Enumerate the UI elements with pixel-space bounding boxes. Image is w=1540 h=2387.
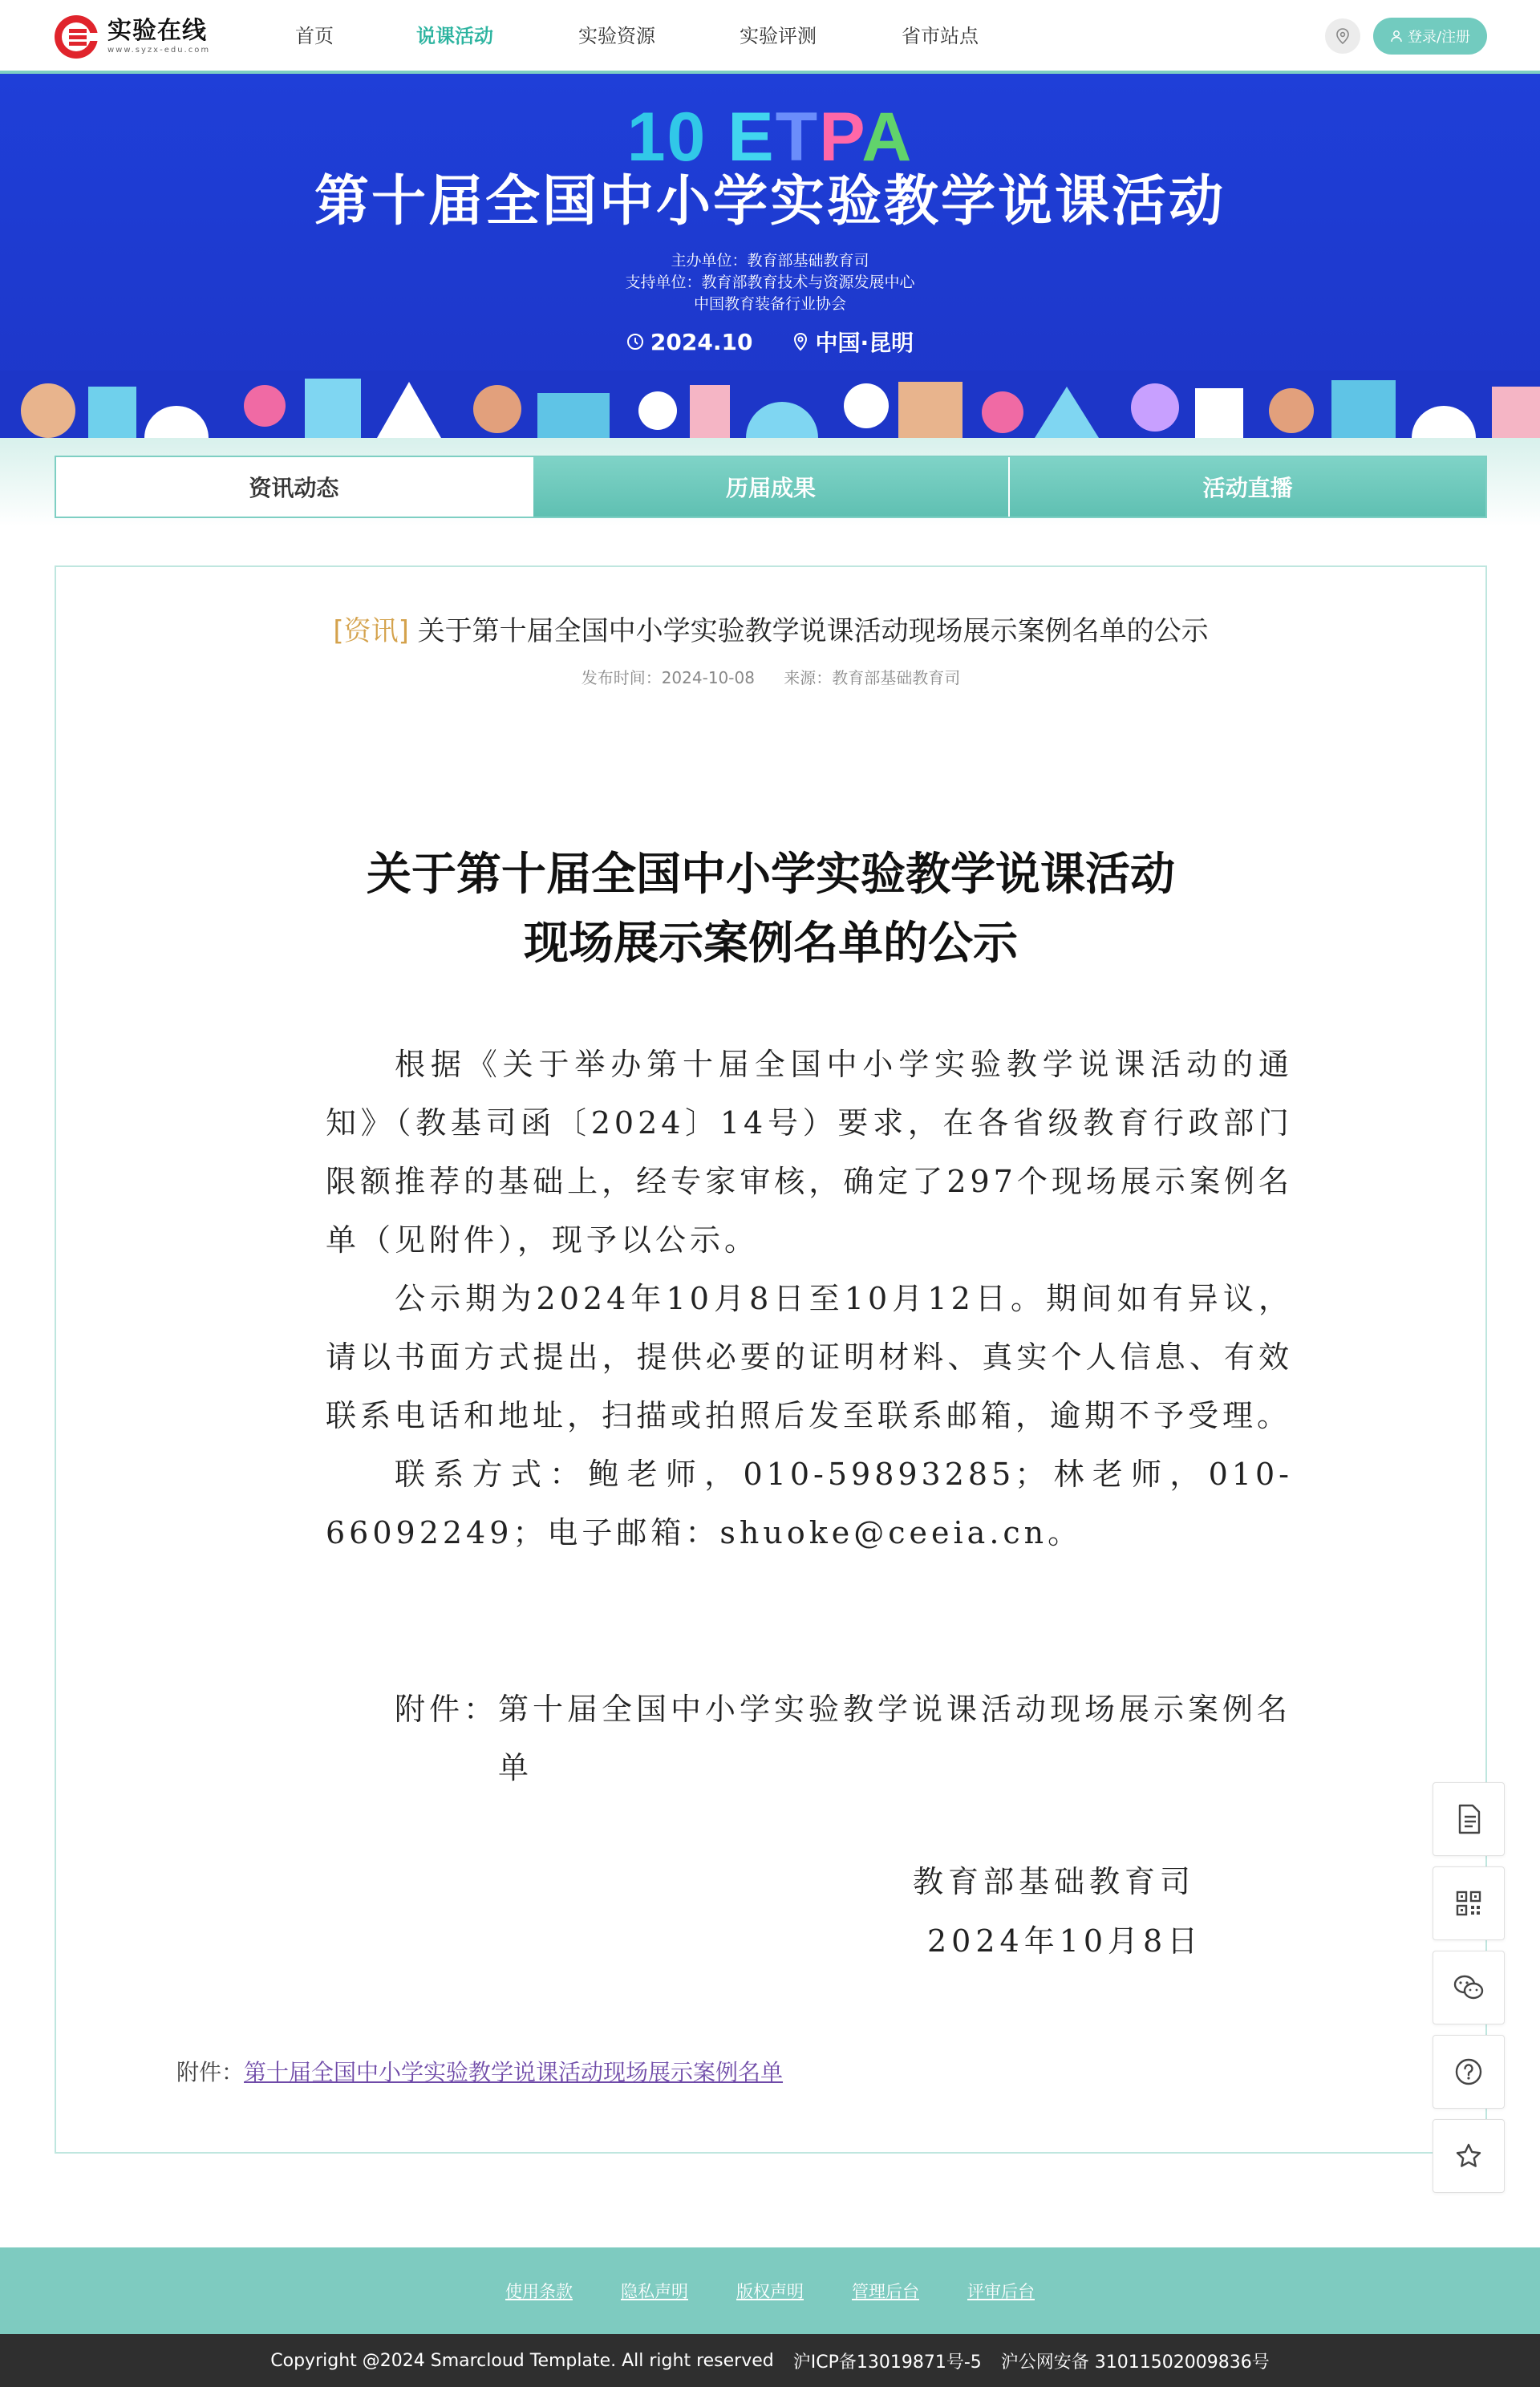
article-heading bbox=[56, 609, 1485, 648]
main-nav bbox=[265, 0, 1012, 71]
nav-item-experiment-assessment[interactable]: 实验评测 bbox=[740, 25, 817, 47]
wechat-button[interactable] bbox=[1433, 1951, 1505, 2024]
document-icon bbox=[1455, 1804, 1482, 1834]
body-paragraph: 公示期为2024年10月8日至10月12日。期间如有异议，请以书面方式提出，提供必要的证明材料、真实个人信息、有效联系电话和地址，扫描或拍照后发至联系邮箱，逾期不予受理。 bbox=[326, 1281, 1293, 1433]
user-icon bbox=[1390, 30, 1403, 43]
copyright-text: Copyright @2024 Smarcloud Template. All right reserved bbox=[270, 2350, 774, 2371]
logo-name: 实验在线 bbox=[107, 17, 207, 45]
attachment-link-label: 附件： bbox=[176, 2059, 245, 2085]
police-record-text[interactable]: 沪公网安备 31011502009836号 bbox=[1000, 2352, 1270, 2373]
clock-icon bbox=[626, 333, 644, 351]
location-pin-icon bbox=[792, 332, 808, 351]
tab-past-results[interactable]: 历届成果 bbox=[532, 457, 1009, 517]
site-logo[interactable] bbox=[53, 13, 210, 61]
attachment-key: 附件： bbox=[395, 1692, 499, 1727]
document-body bbox=[326, 1035, 1293, 1562]
article-card bbox=[55, 565, 1487, 2154]
body-paragraph: 根据《关于举办第十届全国中小学实验教学说课活动的通知》（教基司函〔2024〕14号）要求，在各省级教育行政部门限额推荐的基础上，经专家审核，确定了297个现场展示案例名单（见附件），现予以公示。 bbox=[326, 1047, 1293, 1258]
banner-title: 第十届全国中小学实验教学说课活动 bbox=[314, 170, 1226, 233]
body-paragraph: 联系方式：鲍老师，010-59893285；林老师，010-66092249；电子邮箱：shuoke@ceeia.cn。 bbox=[326, 1457, 1293, 1550]
footer-links bbox=[0, 2247, 1540, 2334]
attachment-value: 第十届全国中小学实验教学说课活动现场展示案例名单 bbox=[498, 1692, 1292, 1785]
tab-live-stream[interactable]: 活动直播 bbox=[1008, 457, 1485, 517]
favorite-button[interactable] bbox=[1433, 2119, 1505, 2193]
footer-link-review-admin[interactable]: 评审后台 bbox=[967, 2282, 1035, 2301]
login-register-label: 登录/注册 bbox=[1407, 29, 1471, 46]
article-source: 来源：教育部基础教育司 bbox=[784, 668, 961, 687]
footer-copyright-bar bbox=[0, 2334, 1540, 2387]
banner-date: 2024.10 bbox=[626, 326, 753, 358]
wechat-icon bbox=[1453, 1974, 1485, 2001]
top-navigation-bar bbox=[0, 0, 1540, 74]
tab-news[interactable]: 资讯动态 bbox=[56, 457, 532, 517]
publish-time: 发布时间：2024-10-08 bbox=[581, 668, 755, 687]
etpa-logo: 10 ETPA bbox=[626, 99, 914, 176]
event-banner bbox=[0, 74, 1540, 438]
footer-link-terms[interactable]: 使用条款 bbox=[505, 2282, 573, 2301]
icp-text[interactable]: 沪ICP备13019871号-5 bbox=[792, 2352, 982, 2373]
logo-mark-icon bbox=[53, 14, 99, 60]
document-title-line-2: 现场展示案例名单的公示 bbox=[524, 917, 1018, 970]
document-title-line-1: 关于第十届全国中小学实验教学说课活动 bbox=[367, 848, 1175, 901]
attachment-note bbox=[395, 1680, 1293, 1797]
nav-item-regional-sites[interactable]: 省市站点 bbox=[902, 25, 979, 47]
location-pin-icon bbox=[1335, 28, 1350, 44]
footer-link-privacy[interactable]: 隐私声明 bbox=[621, 2282, 688, 2301]
section-tabs bbox=[55, 456, 1487, 518]
attachment-link[interactable]: 第十届全国中小学实验教学说课活动现场展示案例名单 bbox=[244, 2059, 784, 2085]
location-button[interactable] bbox=[1325, 18, 1360, 54]
banner-location: 中国·昆明 bbox=[792, 326, 914, 358]
help-icon bbox=[1455, 2058, 1482, 2085]
footer-link-copyright[interactable]: 版权声明 bbox=[736, 2282, 804, 2301]
banner-meta bbox=[0, 326, 1540, 358]
banner-support-1: 支持单位：教育部教育技术与资源发展中心 bbox=[625, 274, 915, 291]
banner-decoration bbox=[0, 371, 1540, 438]
nav-item-lecture-activity[interactable]: 说课活动 bbox=[416, 25, 493, 47]
attachment-download bbox=[176, 2055, 783, 2087]
floating-toolbar bbox=[1433, 1782, 1505, 2203]
banner-support-2: 中国教育装备行业协会 bbox=[693, 295, 846, 313]
article-title: 关于第十届全国中小学实验教学说课活动现场展示案例名单的公示 bbox=[417, 615, 1209, 647]
document-button[interactable] bbox=[1433, 1782, 1505, 1856]
article-meta bbox=[56, 665, 1485, 688]
help-button[interactable] bbox=[1433, 2035, 1505, 2109]
footer-link-admin[interactable]: 管理后台 bbox=[852, 2282, 919, 2301]
qrcode-button[interactable] bbox=[1433, 1866, 1505, 1940]
banner-host: 主办单位：教育部基础教育司 bbox=[671, 252, 869, 270]
signature-org: 教育部基础教育司 bbox=[913, 1864, 1196, 1899]
qrcode-icon bbox=[1456, 1891, 1481, 1916]
login-register-button[interactable] bbox=[1373, 18, 1487, 55]
logo-url: www.syzx-edu.com bbox=[107, 46, 211, 55]
nav-item-experiment-resources[interactable]: 实验资源 bbox=[578, 25, 655, 47]
star-icon bbox=[1455, 2142, 1482, 2170]
signature-date: 2024年10月8日 bbox=[927, 1923, 1203, 1959]
article-tag: [资讯] bbox=[333, 615, 409, 647]
nav-item-home[interactable]: 首页 bbox=[295, 25, 334, 47]
